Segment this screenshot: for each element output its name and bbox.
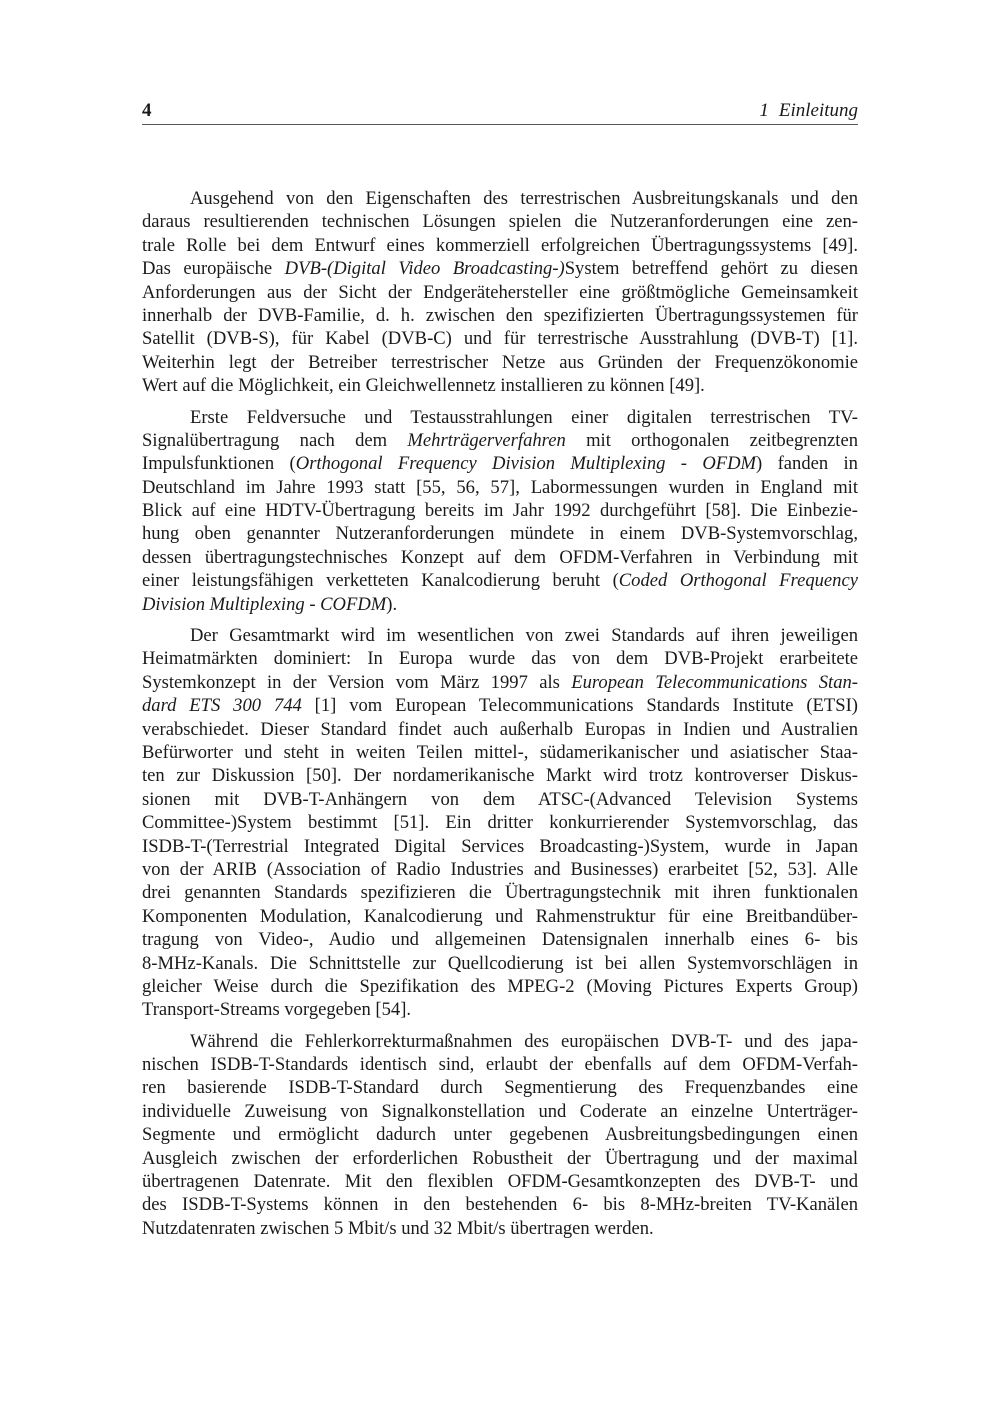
text-line: Wert auf die Möglichkeit, ein Gleichwellennetz installieren zu können [49].	[142, 375, 705, 397]
text-line: gleicher Weise durch die Spezifikation des MPEG-2 (Moving Pictures Experts Group)	[142, 975, 858, 997]
text-line: von der ARIB (Association of Radio Industries and Businesses) erarbeitet [52, 53]. Alle	[142, 858, 858, 880]
text-line: Das europäische DVB-(Digital Video Broadcasting-)System betreffend gehört zu diesen	[142, 258, 858, 280]
text-line: ren basierende ISDB-T-Standard durch Segmentierung des Frequenzbandes eine	[142, 1077, 858, 1099]
text-line: tragung von Video-, Audio und allgemeinen Datensignalen innerhalb eines 6- bis	[142, 929, 858, 951]
text-line: dessen übertragungstechnisches Konzept auf dem OFDM-Verfahren in Verbindung mit	[142, 546, 858, 568]
paragraph	[142, 187, 858, 398]
text-line: Nutzdatenraten zwischen 5 Mbit/s und 32 Mbit/s übertragen werden.	[142, 1217, 654, 1239]
text-line: innerhalb der DVB-Familie, d. h. zwischen den spezifizierten Übertragungssystemen für	[142, 304, 858, 326]
text-line: Deutschland im Jahre 1993 statt [55, 56, 57], Labormessungen wurden in England mit	[142, 476, 858, 498]
text-line: Blick auf eine HDTV-Übertragung bereits im Jahr 1992 durchgeführt [58]. Die Einbezie-	[142, 500, 858, 522]
text-line: Anforderungen aus der Sicht der Endgerätehersteller eine größtmögliche Gemeinsamkeit	[142, 281, 858, 303]
text-line: Segmente und ermöglicht dadurch unter gegebenen Ausbreitungsbedingungen einen	[142, 1124, 858, 1146]
body-text	[142, 187, 858, 1240]
text-line: ISDB-T-(Terrestrial Integrated Digital Services Broadcasting-)System, wurde in Japan	[142, 835, 858, 857]
paragraph	[142, 406, 858, 617]
chapter-title: Einleitung	[778, 100, 858, 121]
text-line: trale Rolle bei dem Entwurf eines kommerziell erfolgreichen Übertragungssystems [49].	[142, 234, 858, 256]
text-line: Während die Fehlerkorrekturmaßnahmen des europäischen DVB-T- und des japa-	[190, 1030, 858, 1052]
text-line: drei genannten Standards spezifizieren die Übertragungstechnik mit ihren funktionalen	[142, 882, 858, 904]
paragraph	[142, 1030, 858, 1241]
text-line: Komponenten Modulation, Kanalcodierung und Rahmenstruktur für eine Breitbandüber-	[142, 905, 858, 927]
text-line: ten zur Diskussion [50]. Der nordamerikanische Markt wird trotz kontroverser Diskus-	[142, 765, 858, 787]
text-line: übertragenen Datenrate. Mit den flexiblen OFDM-Gesamtkonzepten des DVB-T- und	[142, 1171, 858, 1193]
text-line: daraus resultierenden technischen Lösungen spielen die Nutzeranforderungen eine zen-	[142, 211, 858, 233]
text-line: Weiterhin legt der Betreiber terrestrischer Netze aus Gründen der Frequenzökonomie	[142, 351, 858, 373]
text-line: individuelle Zuweisung von Signalkonstellation und Coderate an einzelne Unterträger-	[142, 1100, 858, 1122]
page-number: 4	[142, 100, 152, 121]
text-line: Erste Feldversuche und Testausstrahlungen einer digitalen terrestrischen TV-	[190, 406, 858, 428]
text-line: Der Gesamtmarkt wird im wesentlichen von zwei Standards auf ihren jeweiligen	[190, 625, 858, 647]
text-line: einer leistungsfähigen verketteten Kanalcodierung beruht (Coded Orthogonal Frequency	[142, 570, 858, 592]
text-line: des ISDB-T-Systems können in den bestehenden 6- bis 8-MHz-breiten TV-Kanälen	[142, 1194, 858, 1216]
text-line: Transport-Streams vorgegeben [54].	[142, 999, 412, 1021]
text-line: nischen ISDB-T-Standards identisch sind, erlaubt der ebenfalls auf dem OFDM-Verfah-	[142, 1054, 858, 1076]
text-line: Satellit (DVB-S), für Kabel (DVB-C) und für terrestrische Ausstrahlung (DVB-T) [1].	[142, 328, 858, 350]
text-line: 8-MHz-Kanals. Die Schnittstelle zur Quellcodierung ist bei allen Systemvorschlägen in	[142, 952, 858, 974]
paragraph	[142, 624, 858, 1022]
text-line: Division Multiplexing - COFDM).	[142, 593, 398, 615]
text-line: Signalübertragung nach dem Mehrträgerverfahren mit orthogonalen zeitbegrenzten	[142, 429, 858, 451]
text-line: Impulsfunktionen (Orthogonal Frequency Division Multiplexing - OFDM) fanden in	[142, 453, 858, 475]
text-line: dard ETS 300 744 [1] vom European Telecommunications Standards Institute (ETSI)	[142, 695, 858, 717]
text-line: sionen mit DVB-T-Anhängern von dem ATSC-(Advanced Television Systems	[142, 788, 858, 810]
chapter-number: 1	[759, 100, 769, 121]
text-line: verabschiedet. Dieser Standard findet auch außerhalb Europas in Indien und Australien	[142, 718, 858, 740]
text-line: Ausgleich zwischen der erforderlichen Robustheit der Übertragung und der maximal	[142, 1147, 858, 1169]
text-line: hung oben genannter Nutzeranforderungen mündete in einem DVB-Systemvorschlag,	[142, 523, 858, 545]
chapter-heading	[759, 100, 858, 122]
text-line: Heimatmärkten dominiert: In Europa wurde das von dem DVB-Projekt erarbeitete	[142, 648, 858, 670]
text-line: Systemkonzept in der Version vom März 1997 als European Telecommunications Stan-	[142, 671, 858, 693]
text-line: Ausgehend von den Eigenschaften des terrestrischen Ausbreitungskanals und den	[190, 188, 858, 209]
running-header	[142, 100, 858, 125]
text-line: Befürworter und steht in weiten Teilen mittel-, südamerikanischer und asiatischer Staa-	[142, 741, 858, 763]
text-line: Committee-)System bestimmt [51]. Ein dritter konkurrierender Systemvorschlag, das	[142, 812, 858, 834]
